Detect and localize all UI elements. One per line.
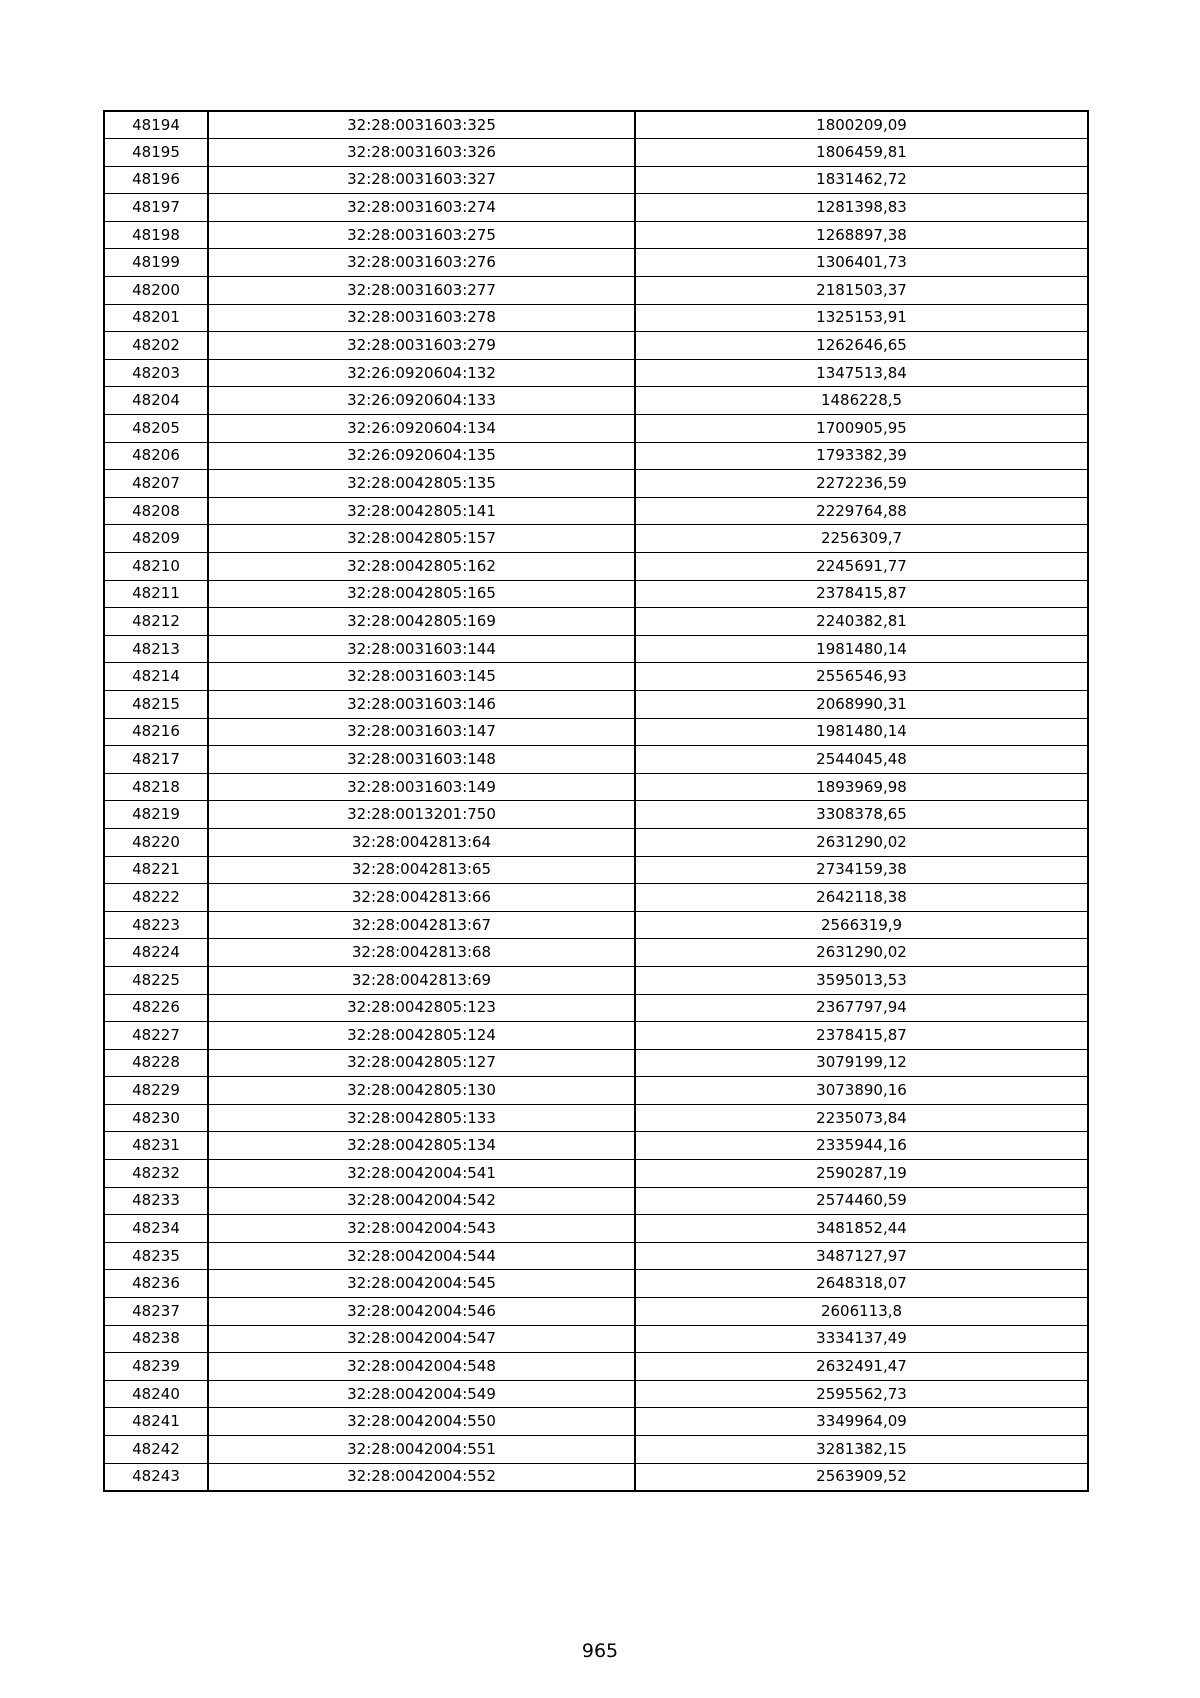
value-cell: 1700905,95 <box>635 415 1088 443</box>
cadastral-number-cell: 32:28:0031603:145 <box>208 663 635 691</box>
value-cell: 1800209,09 <box>635 111 1088 139</box>
row-number-cell: 48228 <box>104 1049 208 1077</box>
table-row <box>104 497 1088 525</box>
value-cell: 3308378,65 <box>635 801 1088 829</box>
table-row <box>104 194 1088 222</box>
value-cell: 2631290,02 <box>635 939 1088 967</box>
table-row <box>104 249 1088 277</box>
cadastral-number-cell: 32:28:0042004:548 <box>208 1353 635 1381</box>
cadastral-number-cell: 32:28:0042805:169 <box>208 608 635 636</box>
value-cell: 2068990,31 <box>635 690 1088 718</box>
table-row <box>104 1104 1088 1132</box>
cadastral-number-cell: 32:28:0042004:541 <box>208 1160 635 1188</box>
value-cell: 3079199,12 <box>635 1049 1088 1077</box>
cadastral-number-cell: 32:28:0031603:327 <box>208 166 635 194</box>
value-cell: 2378415,87 <box>635 580 1088 608</box>
value-cell: 1325153,91 <box>635 304 1088 332</box>
value-cell: 2556546,93 <box>635 663 1088 691</box>
cadastral-number-cell: 32:28:0013201:750 <box>208 801 635 829</box>
row-number-cell: 48230 <box>104 1104 208 1132</box>
value-cell: 2566319,9 <box>635 911 1088 939</box>
table-row <box>104 1325 1088 1353</box>
value-cell: 2335944,16 <box>635 1132 1088 1160</box>
table-row <box>104 718 1088 746</box>
row-number-cell: 48241 <box>104 1408 208 1436</box>
cadastral-number-cell: 32:28:0042004:542 <box>208 1187 635 1215</box>
table-row <box>104 111 1088 139</box>
row-number-cell: 48194 <box>104 111 208 139</box>
row-number-cell: 48205 <box>104 415 208 443</box>
row-number-cell: 48216 <box>104 718 208 746</box>
cadastral-number-cell: 32:28:0042004:544 <box>208 1242 635 1270</box>
cadastral-number-cell: 32:28:0031603:274 <box>208 194 635 222</box>
table-row <box>104 1298 1088 1326</box>
value-cell: 1981480,14 <box>635 635 1088 663</box>
table-row <box>104 221 1088 249</box>
value-cell: 1831462,72 <box>635 166 1088 194</box>
table-row <box>104 690 1088 718</box>
value-cell: 2574460,59 <box>635 1187 1088 1215</box>
cadastral-number-cell: 32:28:0031603:279 <box>208 332 635 360</box>
cadastral-number-cell: 32:28:0031603:148 <box>208 746 635 774</box>
value-cell: 2606113,8 <box>635 1298 1088 1326</box>
row-number-cell: 48242 <box>104 1436 208 1464</box>
table-row <box>104 994 1088 1022</box>
cadastral-number-cell: 32:28:0042805:135 <box>208 470 635 498</box>
row-number-cell: 48238 <box>104 1325 208 1353</box>
cadastral-number-cell: 32:28:0042813:65 <box>208 856 635 884</box>
value-cell: 3481852,44 <box>635 1215 1088 1243</box>
table-row <box>104 580 1088 608</box>
row-number-cell: 48201 <box>104 304 208 332</box>
cadastral-number-cell: 32:28:0042813:67 <box>208 911 635 939</box>
table-row <box>104 884 1088 912</box>
cadastral-number-cell: 32:28:0031603:146 <box>208 690 635 718</box>
cadastral-number-cell: 32:28:0042813:64 <box>208 828 635 856</box>
value-cell: 2642118,38 <box>635 884 1088 912</box>
cadastral-number-cell: 32:28:0031603:275 <box>208 221 635 249</box>
cadastral-number-cell: 32:28:0042004:543 <box>208 1215 635 1243</box>
row-number-cell: 48207 <box>104 470 208 498</box>
row-number-cell: 48221 <box>104 856 208 884</box>
cadastral-number-cell: 32:28:0042004:552 <box>208 1463 635 1491</box>
value-cell: 3595013,53 <box>635 966 1088 994</box>
value-cell: 2367797,94 <box>635 994 1088 1022</box>
row-number-cell: 48234 <box>104 1215 208 1243</box>
row-number-cell: 48225 <box>104 966 208 994</box>
table-row <box>104 1049 1088 1077</box>
row-number-cell: 48226 <box>104 994 208 1022</box>
table-row <box>104 139 1088 167</box>
cadastral-number-cell: 32:26:0920604:135 <box>208 442 635 470</box>
row-number-cell: 48200 <box>104 277 208 305</box>
table-row <box>104 856 1088 884</box>
cadastral-number-cell: 32:28:0042805:130 <box>208 1077 635 1105</box>
table-row <box>104 1077 1088 1105</box>
value-cell: 2181503,37 <box>635 277 1088 305</box>
table-row <box>104 277 1088 305</box>
row-number-cell: 48229 <box>104 1077 208 1105</box>
row-number-cell: 48195 <box>104 139 208 167</box>
table-row <box>104 1187 1088 1215</box>
table-row <box>104 966 1088 994</box>
value-cell: 1306401,73 <box>635 249 1088 277</box>
row-number-cell: 48206 <box>104 442 208 470</box>
table-row <box>104 828 1088 856</box>
table-row <box>104 1215 1088 1243</box>
row-number-cell: 48197 <box>104 194 208 222</box>
table-row <box>104 304 1088 332</box>
row-number-cell: 48210 <box>104 553 208 581</box>
value-cell: 2240382,81 <box>635 608 1088 636</box>
cadastral-number-cell: 32:28:0031603:149 <box>208 773 635 801</box>
row-number-cell: 48213 <box>104 635 208 663</box>
value-cell: 1806459,81 <box>635 139 1088 167</box>
table-row <box>104 166 1088 194</box>
cadastral-number-cell: 32:28:0031603:147 <box>208 718 635 746</box>
table-row <box>104 801 1088 829</box>
table-row <box>104 1408 1088 1436</box>
cadastral-number-cell: 32:28:0031603:326 <box>208 139 635 167</box>
row-number-cell: 48199 <box>104 249 208 277</box>
cadastral-number-cell: 32:28:0042805:162 <box>208 553 635 581</box>
row-number-cell: 48214 <box>104 663 208 691</box>
value-cell: 1893969,98 <box>635 773 1088 801</box>
cadastral-number-cell: 32:26:0920604:134 <box>208 415 635 443</box>
value-cell: 2734159,38 <box>635 856 1088 884</box>
value-cell: 3334137,49 <box>635 1325 1088 1353</box>
cadastral-number-cell: 32:28:0031603:144 <box>208 635 635 663</box>
row-number-cell: 48208 <box>104 497 208 525</box>
row-number-cell: 48215 <box>104 690 208 718</box>
row-number-cell: 48220 <box>104 828 208 856</box>
cadastral-number-cell: 32:28:0042805:141 <box>208 497 635 525</box>
value-cell: 1486228,5 <box>635 387 1088 415</box>
page-number: 965 <box>581 1640 619 1662</box>
row-number-cell: 48198 <box>104 221 208 249</box>
cadastral-number-cell: 32:26:0920604:133 <box>208 387 635 415</box>
table-row <box>104 608 1088 636</box>
value-cell: 2563909,52 <box>635 1463 1088 1491</box>
data-table <box>103 110 1089 1492</box>
row-number-cell: 48231 <box>104 1132 208 1160</box>
row-number-cell: 48212 <box>104 608 208 636</box>
row-number-cell: 48211 <box>104 580 208 608</box>
row-number-cell: 48209 <box>104 525 208 553</box>
cadastral-number-cell: 32:28:0042805:157 <box>208 525 635 553</box>
cadastral-number-cell: 32:28:0042004:551 <box>208 1436 635 1464</box>
table-row <box>104 1353 1088 1381</box>
value-cell: 1268897,38 <box>635 221 1088 249</box>
row-number-cell: 48233 <box>104 1187 208 1215</box>
value-cell: 1981480,14 <box>635 718 1088 746</box>
row-number-cell: 48232 <box>104 1160 208 1188</box>
table-row <box>104 663 1088 691</box>
value-cell: 2229764,88 <box>635 497 1088 525</box>
value-cell: 3487127,97 <box>635 1242 1088 1270</box>
table-row <box>104 1380 1088 1408</box>
row-number-cell: 48240 <box>104 1380 208 1408</box>
cadastral-number-cell: 32:26:0920604:132 <box>208 359 635 387</box>
row-number-cell: 48223 <box>104 911 208 939</box>
cadastral-number-cell: 32:28:0031603:277 <box>208 277 635 305</box>
cadastral-number-cell: 32:28:0031603:276 <box>208 249 635 277</box>
table-row <box>104 911 1088 939</box>
value-cell: 2590287,19 <box>635 1160 1088 1188</box>
table-row <box>104 332 1088 360</box>
table-body <box>104 111 1088 1491</box>
cadastral-number-cell: 32:28:0031603:278 <box>208 304 635 332</box>
value-cell: 3281382,15 <box>635 1436 1088 1464</box>
cadastral-number-cell: 32:28:0042805:123 <box>208 994 635 1022</box>
table-row <box>104 746 1088 774</box>
value-cell: 1281398,83 <box>635 194 1088 222</box>
row-number-cell: 48227 <box>104 1022 208 1050</box>
table-row <box>104 553 1088 581</box>
table-row <box>104 1132 1088 1160</box>
row-number-cell: 48235 <box>104 1242 208 1270</box>
row-number-cell: 48237 <box>104 1298 208 1326</box>
value-cell: 2378415,87 <box>635 1022 1088 1050</box>
row-number-cell: 48218 <box>104 773 208 801</box>
value-cell: 2245691,77 <box>635 553 1088 581</box>
table-row <box>104 359 1088 387</box>
cadastral-number-cell: 32:28:0042004:547 <box>208 1325 635 1353</box>
value-cell: 1347513,84 <box>635 359 1088 387</box>
row-number-cell: 48204 <box>104 387 208 415</box>
value-cell: 2648318,07 <box>635 1270 1088 1298</box>
table-row <box>104 1463 1088 1491</box>
value-cell: 3349964,09 <box>635 1408 1088 1436</box>
row-number-cell: 48224 <box>104 939 208 967</box>
table-row <box>104 1436 1088 1464</box>
cadastral-number-cell: 32:28:0042004:546 <box>208 1298 635 1326</box>
table-row <box>104 939 1088 967</box>
row-number-cell: 48203 <box>104 359 208 387</box>
table-row <box>104 1242 1088 1270</box>
cadastral-number-cell: 32:28:0042805:134 <box>208 1132 635 1160</box>
row-number-cell: 48236 <box>104 1270 208 1298</box>
cadastral-number-cell: 32:28:0042805:124 <box>208 1022 635 1050</box>
table-row <box>104 635 1088 663</box>
table-row <box>104 773 1088 801</box>
value-cell: 2256309,7 <box>635 525 1088 553</box>
value-cell: 2272236,59 <box>635 470 1088 498</box>
value-cell: 1262646,65 <box>635 332 1088 360</box>
cadastral-number-cell: 32:28:0042805:165 <box>208 580 635 608</box>
table-row <box>104 387 1088 415</box>
row-number-cell: 48202 <box>104 332 208 360</box>
value-cell: 1793382,39 <box>635 442 1088 470</box>
table-row <box>104 525 1088 553</box>
row-number-cell: 48217 <box>104 746 208 774</box>
value-cell: 2595562,73 <box>635 1380 1088 1408</box>
cadastral-number-cell: 32:28:0042805:133 <box>208 1104 635 1132</box>
row-number-cell: 48196 <box>104 166 208 194</box>
row-number-cell: 48239 <box>104 1353 208 1381</box>
value-cell: 2632491,47 <box>635 1353 1088 1381</box>
table-row <box>104 415 1088 443</box>
value-cell: 2631290,02 <box>635 828 1088 856</box>
cadastral-number-cell: 32:28:0042805:127 <box>208 1049 635 1077</box>
table-row <box>104 442 1088 470</box>
cadastral-number-cell: 32:28:0042813:69 <box>208 966 635 994</box>
value-cell: 3073890,16 <box>635 1077 1088 1105</box>
cadastral-number-cell: 32:28:0042004:550 <box>208 1408 635 1436</box>
cadastral-number-cell: 32:28:0042813:68 <box>208 939 635 967</box>
cadastral-number-cell: 32:28:0031603:325 <box>208 111 635 139</box>
table-row <box>104 470 1088 498</box>
table-row <box>104 1270 1088 1298</box>
cadastral-number-cell: 32:28:0042813:66 <box>208 884 635 912</box>
row-number-cell: 48222 <box>104 884 208 912</box>
table-row <box>104 1022 1088 1050</box>
table-row <box>104 1160 1088 1188</box>
cadastral-number-cell: 32:28:0042004:545 <box>208 1270 635 1298</box>
row-number-cell: 48243 <box>104 1463 208 1491</box>
value-cell: 2235073,84 <box>635 1104 1088 1132</box>
row-number-cell: 48219 <box>104 801 208 829</box>
value-cell: 2544045,48 <box>635 746 1088 774</box>
cadastral-number-cell: 32:28:0042004:549 <box>208 1380 635 1408</box>
